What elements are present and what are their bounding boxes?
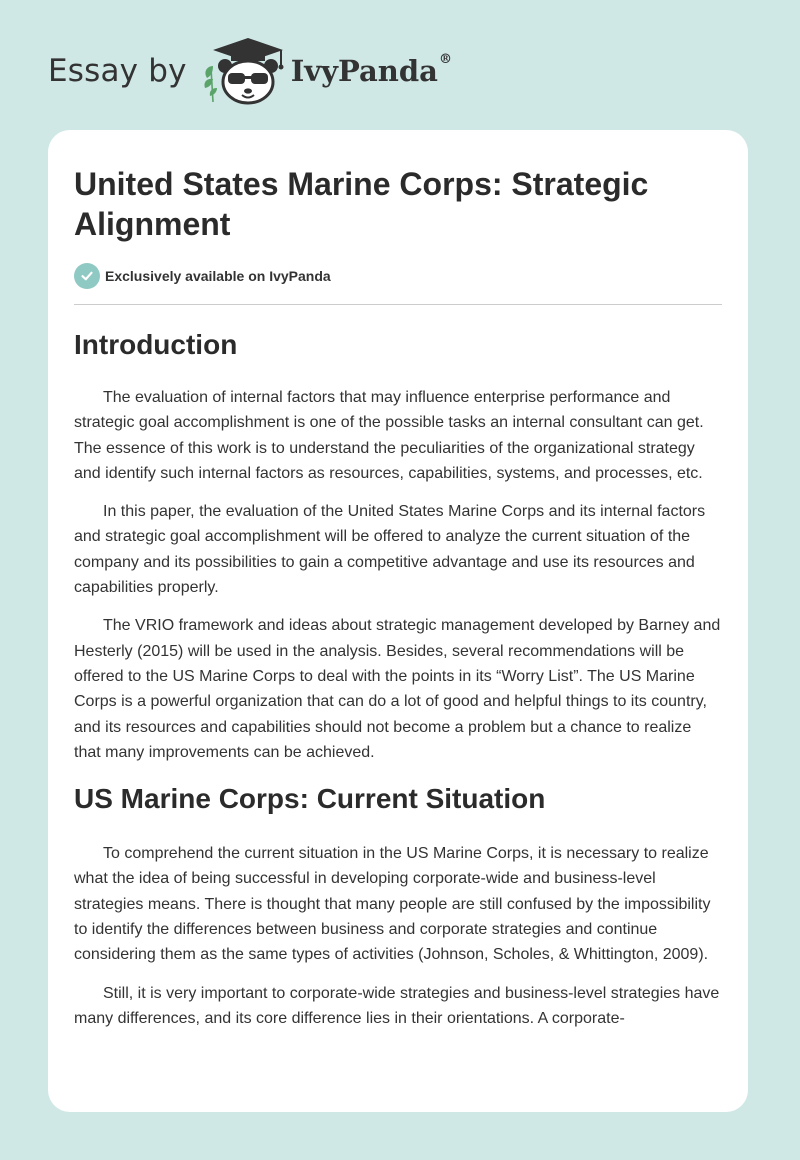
paragraph: Still, it is very important to corporate-wide strategies and business-level strategies have many differences, and its core difference lies in their orientations. A corporate- [74,984,720,1027]
brand-name[interactable] [291,54,452,88]
check-icon [74,263,100,289]
trademark-symbol: ® [438,52,452,67]
divider [74,304,722,305]
brand-text: IvyPanda [290,54,438,88]
essay-card [48,130,748,1112]
paragraph: The evaluation of internal factors that may influence enterprise performance and strategic goal accomplishment is one of the possible tasks an internal consultant can get. The essence of this work is to understand the peculiarities of the organizational strategy and identify such internal factors as resources, capabilities, systems, and processes, etc. [74,389,704,482]
site-header [48,36,452,106]
section-heading: Introduction [74,329,238,360]
paragraph: To comprehend the current situation in the US Marine Corps, it is necessary to realize what the idea of being successful in developing corporate-wide and business-level strategies means. There is thought that many people are still confused by the impossibility to identify the differences between business and corporate strategies and continue considering them as the same types of activities (Johnson, Scholes, & Whittington, 2009). [74,845,711,964]
panda-logo-icon[interactable] [201,36,287,106]
section-heading: US Marine Corps: Current Situation [74,783,546,815]
essay-title: United States Marine Corps: Strategic Alignment [74,166,649,242]
paragraph: In this paper, the evaluation of the United States Marine Corps and its internal factors and strategic goal accomplishment will be offered to analyze the current situation of the company and its possibilities to gain a competitive advantage and use its resources and capabilities properly. [74,503,706,597]
paragraph: The VRIO framework and ideas about strategic management developed by Barney and Hesterly (2015) will be used in the analysis. Besides, several recommendations will be offered to the US Marine Corps to deal with the points in its “Worry List”. The US Marine Corps is a powerful organization that can do a lot of good and helpful things to its country, and its resources and capabilities should not become a problem but a chance to realize that many improvements can be achieved. [74,617,721,761]
exclusive-badge-label: Exclusively available on IvyPanda [105,268,331,284]
exclusive-badge [74,262,722,290]
essay-by-label: Essay by [48,53,187,89]
